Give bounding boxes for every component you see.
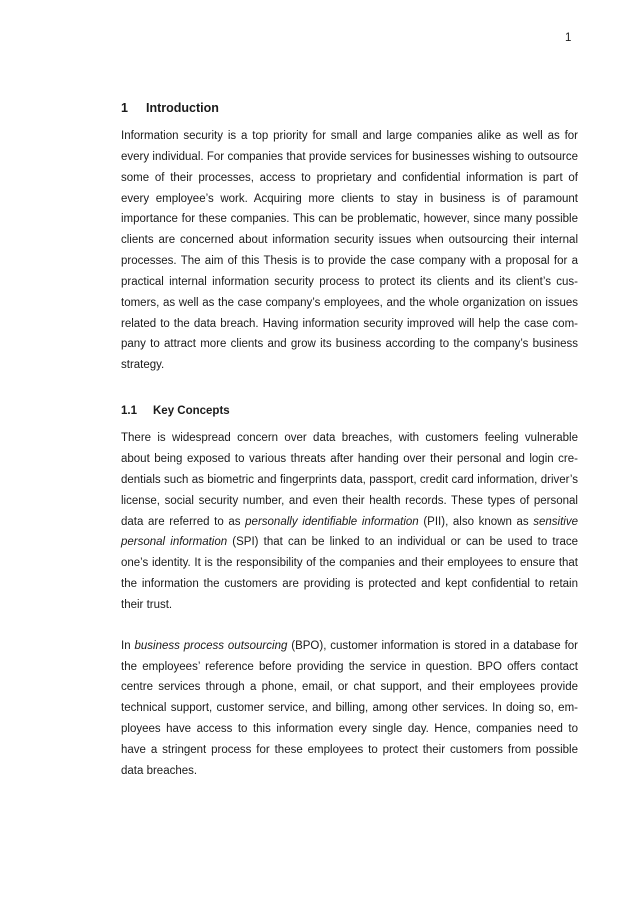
section-number: 1 [121,101,128,115]
subsection-heading [121,404,578,419]
subsection-title: Key Concepts [153,405,230,418]
key-concepts-paragraph-2 [121,636,578,782]
subsection-number: 1.1 [121,405,137,418]
term-pii: personally identifiable information [245,515,419,528]
introduction-paragraph: Information security is a top priority for small and large companies alike as well as for every individual. For companies that provide services for businesses wishing to outsource some of their processes, access to proprietary and confidential information is part of every employee’s work. Acquiring more clients to stay in business is of paramount importance for these companies. This can be problematic, however, since many possible clients are concerned about information security issues when outsourcing their internal processes. The aim of this Thesis is to provide the case company with a proposal for a practical internal information security process to protect its clients and its client’s customers, as well as the case company’s employees, and the whole organization on issues related to the data breach. Having information security improved will help the case company to attract more clients and grow its business according to the company’s business strategy. [121,130,578,372]
term-spi: sensitive personal information [121,515,579,549]
text-span: (BPO), customer information is stored in a database for the employees’ reference before providing the service in question. BPO offers contact centre services through a phone, email, or chat support, and their employees provide technical support, customer service, and billing, among other services. In doing so, employees have access to this information every single day. Hence, companies need to have a stringent process for these employees to protect their customers from possible data breaches. [121,639,579,777]
section-title: Introduction [146,101,219,115]
document-body [121,100,578,782]
term-bpo: business process outsourcing [134,639,288,652]
page-number: 1 [565,32,572,44]
text-span: There is widespread concern over data breaches, with customers feeling vulnerable about being exposed to various threats after handing over their personal and login credentials such as biometric and fingerprints data, passport, credit card information, driver’s license, social security number, and even their health records. These types of personal data are referred to as [121,432,578,528]
text-span: In [121,639,135,652]
section-heading [121,100,578,116]
key-concepts-paragraph-1 [121,428,578,616]
text-span: (PII), also known as [418,515,534,528]
text-span: (SPI) that can be linked to an individual or can be used to trace one’s identity. It is the responsibility of the companies and their employees to ensure that the information the customers are providing is protected and kept confidential to retain their trust. [121,536,578,611]
